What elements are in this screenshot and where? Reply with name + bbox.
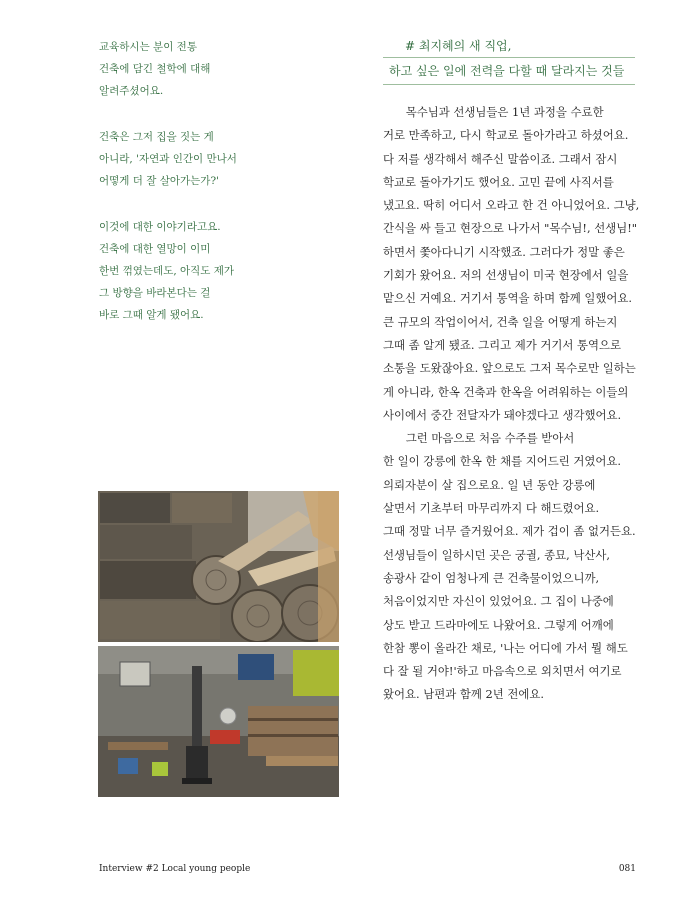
section-heading <box>383 36 635 85</box>
workshop-illustration <box>98 646 339 797</box>
body-line: 냈고요. 딱히 어디서 오라고 한 건 아니었어요. 그냥, <box>383 198 640 213</box>
body-line: 소통을 도왔잖아요. 앞으로도 그저 목수로만 일하는 <box>383 361 636 376</box>
section-title-line-2: 하고 싶은 일에 전력을 다할 때 달라지는 것들 <box>389 64 625 78</box>
section-divider <box>383 84 635 85</box>
pull-quote-line: 어떻게 더 잘 살아가는가?' <box>99 175 219 187</box>
page-number: 081 <box>618 864 636 874</box>
body-line: 다 잘 될 거야!'하고 마음속으로 외치면서 여기로 <box>383 664 622 679</box>
body-line: 송광사 같이 엄청나게 큰 건축물이었으니까, <box>383 570 600 585</box>
body-line: 게 아니라, 한옥 건축과 한옥을 어려워하는 이들의 <box>383 384 629 399</box>
body-line: 한 일이 강릉에 한옥 한 채를 지어드린 거였어요. <box>383 454 622 469</box>
pull-quote-paragraph-3 <box>99 216 289 326</box>
pull-quote-line: 이것에 대한 이야기라고요. <box>99 221 221 233</box>
body-line: 한참 뽕이 올라간 채로, '나는 어디에 가서 뭘 해도 <box>383 640 628 655</box>
pull-quote-line: 알려주셨어요. <box>99 85 164 97</box>
wood-stack-illustration <box>98 491 339 642</box>
body-line: 하면서 쫓아다니기 시작했죠. 그러다가 정말 좋은 <box>383 244 625 259</box>
body-line: 기회가 왔어요. 저의 선생님이 미국 현장에서 일을 <box>383 268 629 283</box>
body-line: 사이에서 중간 전달자가 돼야겠다고 생각했어요. <box>383 407 622 422</box>
body-line: 그런 마음으로 처음 수주를 받아서 <box>383 431 575 446</box>
article-body <box>383 101 638 707</box>
body-line: 상도 받고 드라마에도 나왔어요. 그렇게 어깨에 <box>383 617 614 632</box>
pull-quote <box>99 36 289 350</box>
body-line: 그때 좀 알게 됐죠. 그리고 제가 거기서 통역으로 <box>383 337 622 352</box>
pull-quote-line: 그 방향을 바라본다는 걸 <box>99 287 211 299</box>
body-line: 큰 규모의 작업이어서, 건축 일을 어떻게 하는지 <box>383 314 618 329</box>
footer-series-label: Interview #2 Local young people <box>99 864 251 874</box>
pull-quote-line: 아니라, '자연과 인간이 만나서 <box>99 153 237 165</box>
body-line: 간식을 싸 들고 현장으로 나가서 "목수님!, 선생님!" <box>383 221 638 236</box>
section-divider <box>383 57 635 58</box>
body-line: 왔어요. 남편과 함께 2년 전에요. <box>383 687 545 702</box>
pull-quote-paragraph-2 <box>99 126 289 192</box>
workshop-photo <box>98 646 339 797</box>
body-line: 처음이었지만 자신이 있었어요. 그 집이 나중에 <box>383 594 614 609</box>
pull-quote-line: 한번 꺾였는데도, 아직도 제가 <box>99 265 235 277</box>
pull-quote-paragraph-1 <box>99 36 289 102</box>
body-line: 그때 정말 너무 즐거웠어요. 제가 겁이 좀 없거든요. <box>383 524 636 539</box>
wood-stack-photo <box>98 491 339 642</box>
body-line: 거로 만족하고, 다시 학교로 돌아가라고 하셨어요. <box>383 128 629 143</box>
body-line: 의뢰자분이 살 집으로요. 일 년 동안 강릉에 <box>383 477 596 492</box>
body-line: 살면서 기초부터 마무리까지 다 해드렸어요. <box>383 501 600 516</box>
body-line: 목수님과 선생님들은 1년 과정을 수료한 <box>383 105 604 119</box>
body-line: 학교로 돌아가기도 했어요. 고민 끝에 사직서를 <box>383 174 614 189</box>
section-title-line-1: # 최지혜의 새 직업, <box>405 39 512 53</box>
body-line: 선생님들이 일하시던 곳은 궁궐, 종묘, 낙산사, <box>383 547 611 562</box>
body-line: 맡으신 거예요. 거기서 통역을 하며 함께 일했어요. <box>383 291 633 306</box>
pull-quote-line: 건축에 담긴 철학에 대해 <box>99 63 211 75</box>
pull-quote-line: 건축은 그저 집을 짓는 게 <box>99 131 214 143</box>
pull-quote-line: 건축에 대한 열망이 이미 <box>99 243 211 255</box>
body-line: 다 저를 생각해서 해주신 말씀이죠. 그래서 잠시 <box>383 151 618 166</box>
pull-quote-line: 교육하시는 분이 전통 <box>99 41 197 53</box>
pull-quote-line: 바로 그때 알게 됐어요. <box>99 309 204 321</box>
